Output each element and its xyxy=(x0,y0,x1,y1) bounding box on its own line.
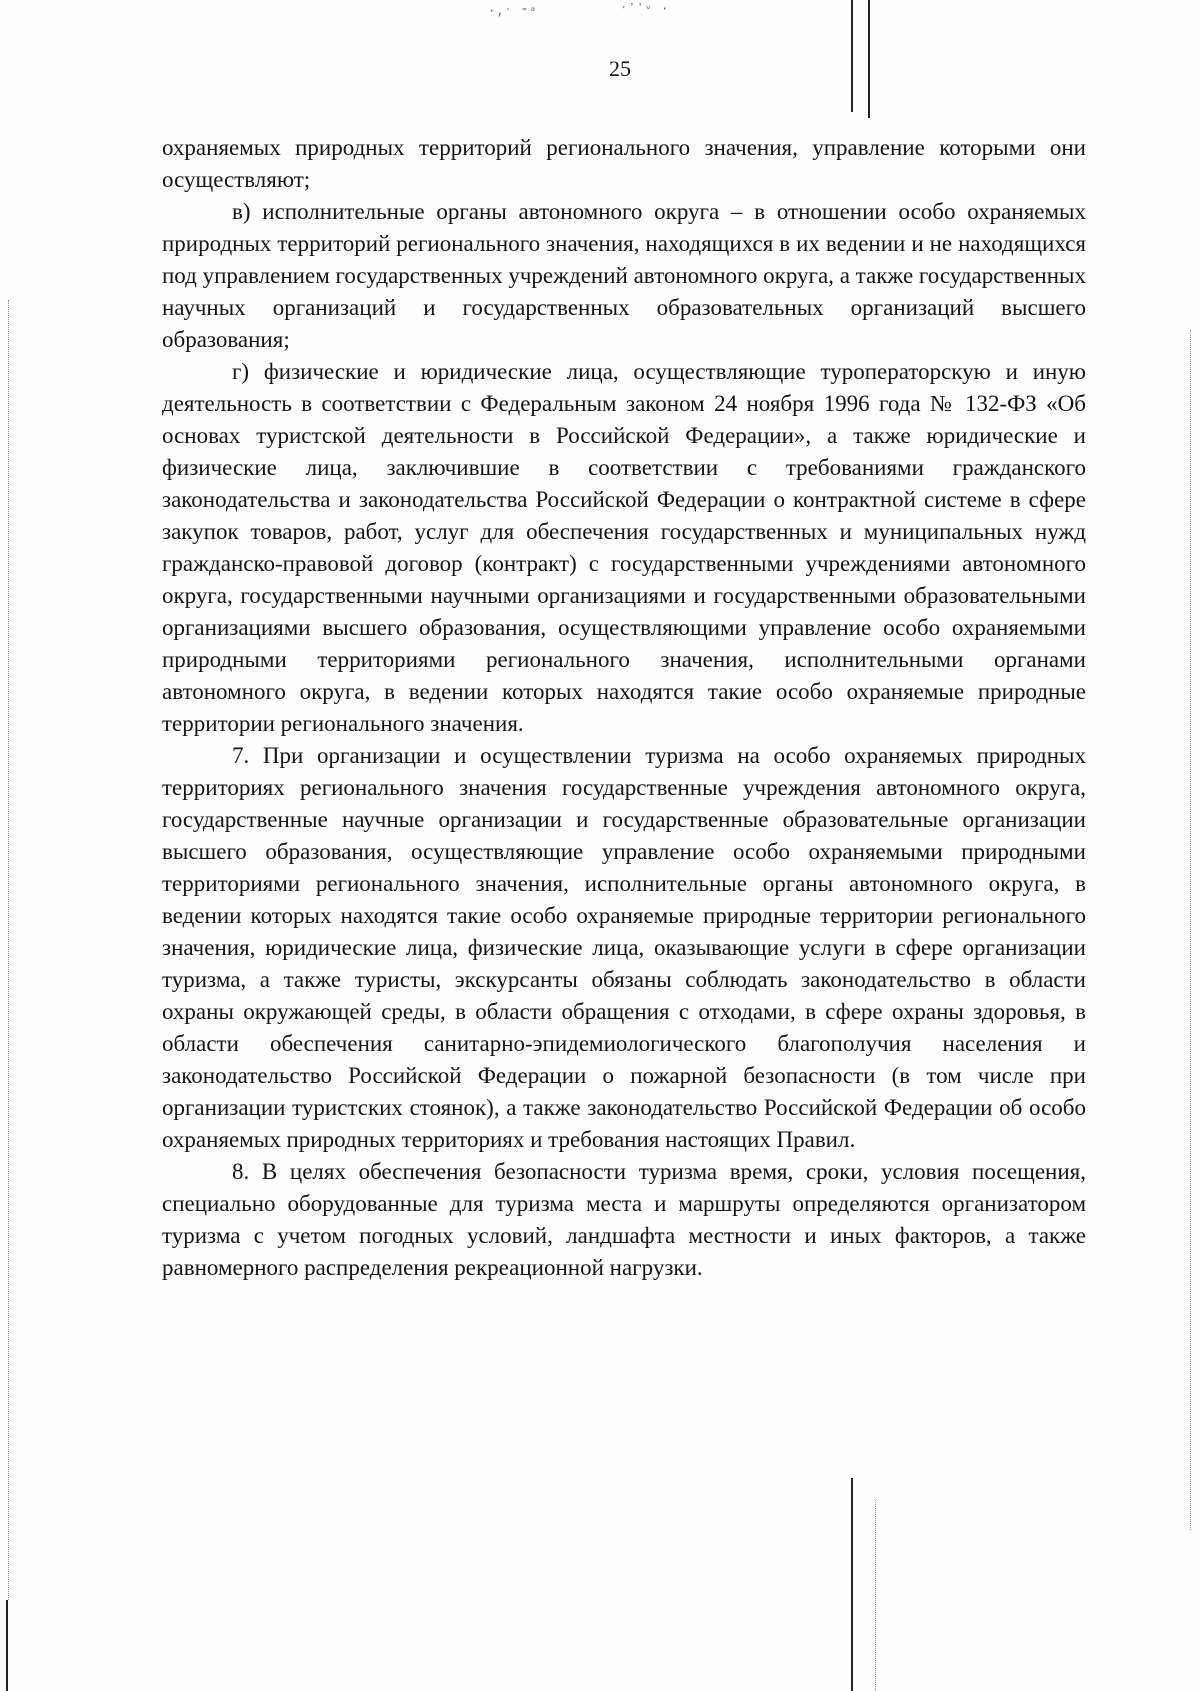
document-body xyxy=(162,132,1086,1284)
paragraph-clause-8: 8. В целях обеспечения безопасности туризма время, сроки, условия посещения, специально оборудованные для туризма места и маршруты определяются организатором туризма с учетом погодных условий, ландшафта местности и иных факторов, а также равномерного распределения рекреационной нагрузки. xyxy=(162,1159,1086,1280)
paragraph-clause-7: 7. При организации и осуществлении туризма на особо охраняемых природных территориях регионального значения государственные учреждения автономного округа, государственные научные организации и государственные образовательные организации высшего образования, осуществляющие управление особо охраняемыми природными территориями регионального значения, исполнительные органы автономного округа, в ведении которых находятся такие особо охраняемые природные территории регионального значения, юридические лица, физические лица, оказывающие услуги в сфере организации туризма, а также туристы, экскурсанты обязаны соблюдать законодательство в области охраны окружающей среды, в области обращения с отходами, в сфере охраны здоровья, в области обеспечения санитарно-эпидемиологического благополучия населения и законодательство Российской Федерации о пожарной безопасности (в том числе при организации туристских стоянок), а также законодательство Российской Федерации об особо охраняемых природных территориях и требования настоящих Правил. xyxy=(162,743,1086,1152)
paragraph-continuation: охраняемых природных территорий регионального значения, управление которыми они осуществляют; xyxy=(162,135,1086,192)
scan-artifact-top-mid: ˑ᾿᾿ᵛ · xyxy=(620,2,670,16)
scan-dots-right-edge xyxy=(1190,330,1191,1530)
scan-artifact-top-left: ·,ˑ ⁼ᵃ xyxy=(488,4,538,18)
scan-line-bottom-right-1 xyxy=(851,1478,853,1691)
paragraph-item-v: в) исполнительные органы автономного округа – в отношении особо охраняемых природных территорий регионального значения, находящихся в их ведении и не находящихся под управлением государственных учреждений автономного округа, а также государственных научных организаций и государственных образовательных организаций высшего образования; xyxy=(162,199,1086,352)
page-number: 25 xyxy=(609,56,631,81)
scan-line-bottom-left xyxy=(6,1600,8,1691)
paragraph-item-g: г) физические и юридические лица, осуществляющие туроператорскую и иную деятельность в соответствии с Федеральным законом 24 ноября 1996 года № 132-ФЗ «Об основах туристской деятельности в Российской Федерации», а также юридические и физические лица, заключившие в соответствии с требованиями гражданского законодательства и законодательства Российской Федерации о контрактной системе в сфере закупок товаров, работ, услуг для обеспечения государственных и муниципальных нужд гражданско-правовой договор (контракт) с государственными учреждениями автономного округа, государственными научными организациями и государственными образовательными организациями высшего образования, осуществляющими управление особо охраняемыми природными территориями регионального значения, исполнительными органами автономного округа, в ведении которых находятся такие особо охраняемые природные территории регионального значения. xyxy=(162,359,1086,736)
scan-dots-bottom-right xyxy=(875,1500,876,1691)
scan-dots-left-edge xyxy=(8,300,9,1600)
